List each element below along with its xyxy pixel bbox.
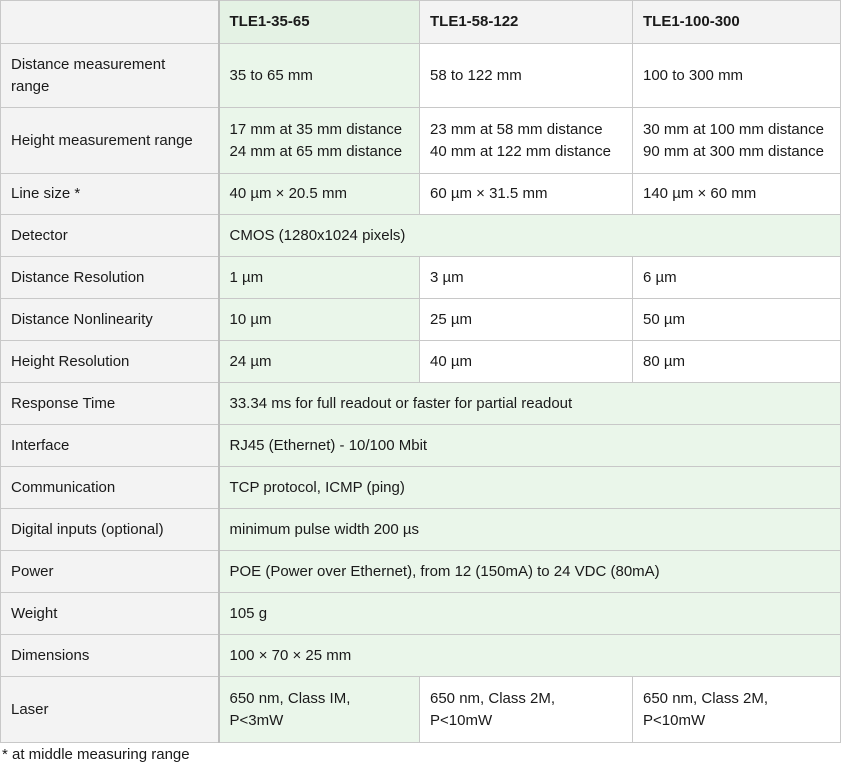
table-row	[1, 108, 841, 174]
table-row	[1, 635, 841, 677]
table-row	[1, 299, 841, 341]
table-row	[1, 257, 841, 299]
cell	[420, 108, 633, 174]
table-row	[1, 551, 841, 593]
cell: 1 µm	[219, 257, 420, 299]
row-label: Height measurement range	[1, 108, 219, 174]
row-label: Dimensions	[1, 635, 219, 677]
row-label: Laser	[1, 677, 219, 743]
header-row	[1, 1, 841, 44]
cell: 100 to 300 mm	[633, 44, 841, 108]
row-label: Response Time	[1, 383, 219, 425]
table-row	[1, 509, 841, 551]
cell: 80 µm	[633, 341, 841, 383]
cell: 25 µm	[420, 299, 633, 341]
cell-line: 30 mm at 100 mm distance	[643, 120, 824, 138]
cell-line: 40 mm at 122 mm distance	[430, 142, 611, 160]
table-row	[1, 44, 841, 108]
footnote: * at middle measuring range	[2, 746, 190, 763]
cell	[633, 108, 841, 174]
cell-line: 650 nm, Class 2M,	[643, 689, 769, 707]
cell	[219, 108, 420, 174]
row-label: Height Resolution	[1, 341, 219, 383]
cell: 40 µm × 20.5 mm	[219, 174, 420, 215]
table-row	[1, 174, 841, 215]
table-row	[1, 383, 841, 425]
cell: 105 g	[219, 593, 841, 635]
row-label: Distance Resolution	[1, 257, 219, 299]
table-row	[1, 593, 841, 635]
cell: 60 µm × 31.5 mm	[420, 174, 633, 215]
cell: 40 µm	[420, 341, 633, 383]
cell: 3 µm	[420, 257, 633, 299]
table-row	[1, 425, 841, 467]
row-label: Detector	[1, 215, 219, 257]
row-label: Line size *	[1, 174, 219, 215]
cell: 50 µm	[633, 299, 841, 341]
cell: TCP protocol, ICMP (ping)	[219, 467, 841, 509]
header-tle1-100-300: TLE1-100-300	[633, 1, 841, 44]
cell: 140 µm × 60 mm	[633, 174, 841, 215]
cell-line: 17 mm at 35 mm distance	[229, 120, 403, 138]
cell: 58 to 122 mm	[420, 44, 633, 108]
table-row	[1, 341, 841, 383]
row-label: Distance Nonlinearity	[1, 299, 219, 341]
cell-line: 650 nm, Class IM,	[229, 689, 351, 707]
cell: 35 to 65 mm	[219, 44, 420, 108]
cell-line: P<10mW	[430, 711, 493, 729]
row-label: Weight	[1, 593, 219, 635]
row-label: Interface	[1, 425, 219, 467]
row-label: Power	[1, 551, 219, 593]
row-label: Distance measurement range	[1, 44, 219, 108]
cell: 33.34 ms for full readout or faster for partial readout	[219, 383, 841, 425]
cell-line: 23 mm at 58 mm distance	[430, 120, 603, 138]
cell: RJ45 (Ethernet) - 10/100 Mbit	[219, 425, 841, 467]
row-label: Communication	[1, 467, 219, 509]
cell	[219, 677, 420, 743]
cell	[420, 677, 633, 743]
cell: 24 µm	[219, 341, 420, 383]
cell-line: P<10mW	[643, 711, 706, 729]
cell-line: 650 nm, Class 2M,	[430, 689, 556, 707]
row-label: Digital inputs (optional)	[1, 509, 219, 551]
header-tle1-35-65: TLE1-35-65	[219, 1, 420, 44]
header-tle1-58-122: TLE1-58-122	[420, 1, 633, 44]
cell: 100 × 70 × 25 mm	[219, 635, 841, 677]
table-row	[1, 677, 841, 743]
cell: 6 µm	[633, 257, 841, 299]
cell: minimum pulse width 200 µs	[219, 509, 841, 551]
table-row	[1, 215, 841, 257]
cell	[633, 677, 841, 743]
cell: CMOS (1280x1024 pixels)	[219, 215, 841, 257]
table-row	[1, 467, 841, 509]
header-corner	[1, 1, 219, 44]
cell: POE (Power over Ethernet), from 12 (150mA) to 24 VDC (80mA)	[219, 551, 841, 593]
cell-line: P<3mW	[229, 711, 284, 729]
cell-line: 24 mm at 65 mm distance	[229, 142, 403, 160]
cell: 10 µm	[219, 299, 420, 341]
cell-line: 90 mm at 300 mm distance	[643, 142, 824, 160]
